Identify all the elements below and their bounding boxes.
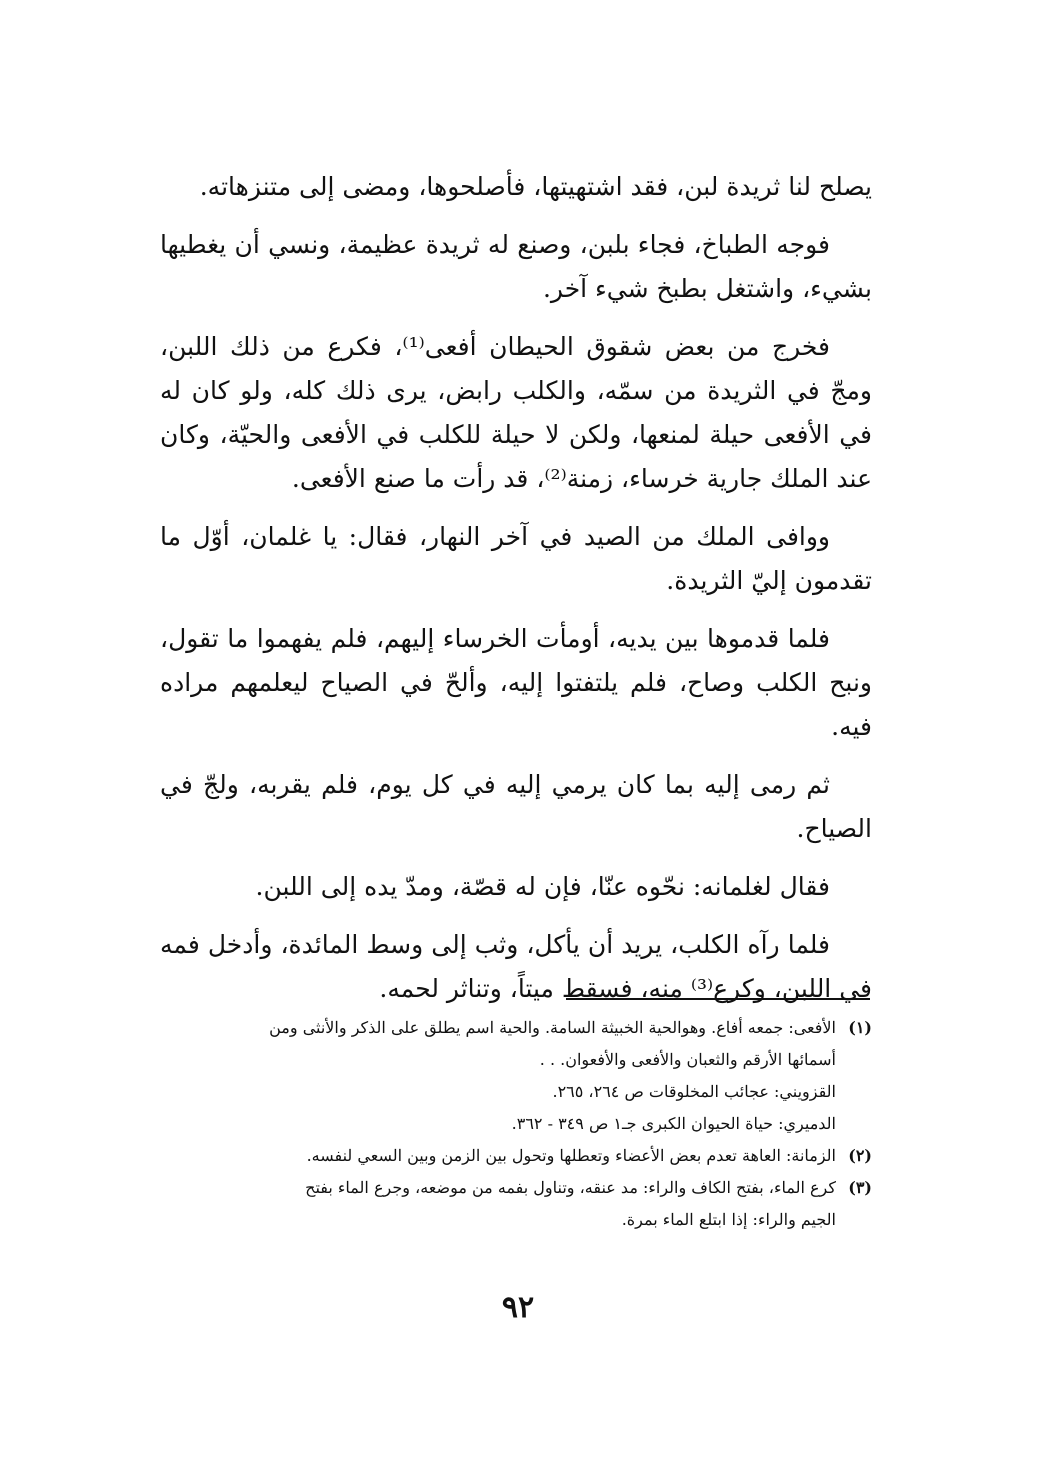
paragraph-5: فلما قدموها بين يديه، أومأت الخرساء إليهم، فلم يفهموا ما تقول، ونبح الكلب وصاح، فلم يلتفتوا إليه، وألحّ في الصياح ليعلمهم مراده فيه. — [160, 624, 872, 741]
paragraph-4: ووافى الملك من الصيد في آخر النهار، فقال: يا غلمان، أوّل ما تقدمون إليّ الثريدة. — [160, 522, 872, 595]
footnote-number: (١) — [848, 1018, 872, 1037]
footnote-2 — [160, 1140, 872, 1172]
paragraph-2: فوجه الطباخ، فجاء بلبن، وصنع له ثريدة عظيمة، ونسي أن يغطيها بشيء، واشتغل بطبخ شيء آخر. — [160, 230, 872, 303]
main-text — [160, 165, 872, 1025]
paragraph-8: فلما رآه الكلب، يريد أن يأكل، وثب إلى وسط المائدة، وأدخل فمه في اللبن، وكرع⁽³⁾ منه، فسقط ميتاً، وتناثر لحمه. — [160, 930, 872, 1003]
paragraph-3: فخرج من بعض شقوق الحيطان أفعى⁽¹⁾، فكرع من ذلك اللبن، ومجّ في الثريدة من سمّه، والكلب رابض، يرى ذلك كله، ولو كان له في الأفعى حيلة لمنعها، ولكن لا حيلة للكلب في الأفعى والحيّة، وكان عند الملك جارية خرساء، زمنة⁽²⁾، قد رأت ما صنع الأفعى. — [160, 332, 872, 493]
footnote-line: أسمائها الأرقم والثعبان والأفعى والأفعوان. . . — [539, 1050, 836, 1069]
footnote-line: الجيم والراء: إذا ابتلع الماء بمرة. — [621, 1210, 836, 1229]
paragraph-7: فقال لغلمانه: نحّوه عنّا، فإن له قصّة، ومدّ يده إلى اللبن. — [255, 872, 830, 901]
footnote-line: الأفعى: جمعه أفاع. وهوالحية الخبيثة السامة. والحية اسم يطلق على الذكر والأنثى ومن — [269, 1018, 836, 1037]
footnote-3 — [160, 1172, 872, 1236]
footnote-number: (٢) — [848, 1146, 872, 1165]
footnote-line: الدميري: حياة الحيوان الكبرى جـ١ ص ٣٤٩ - ٣٦٢. — [511, 1114, 836, 1133]
page-number: ٩٢ — [501, 1290, 535, 1325]
paragraph-1: يصلح لنا ثريدة لبن، فقد اشتهيتها، فأصلحوها، ومضى إلى متنزهاته. — [199, 172, 872, 201]
footnote-line: الزمانة: العاهة تعدم بعض الأعضاء وتعطلها وتحول بين الزمن وبين السعي لنفسه. — [306, 1146, 836, 1165]
footnote-line: القزويني: عجائب المخلوقات ص ٢٦٤، ٢٦٥. — [552, 1082, 836, 1101]
footnotes — [160, 1012, 872, 1236]
footnote-line: كرع الماء، بفتح الكاف والراء: مد عنقه، وتناول بفمه من موضعه، وجرع الماء بفتح — [305, 1178, 836, 1197]
footnote-number: (٣) — [848, 1178, 872, 1197]
paragraph-6: ثم رمى إليه بما كان يرمي إليه في كل يوم، فلم يقربه، ولجّ في الصياح. — [160, 770, 872, 843]
footnote-divider — [566, 998, 870, 1000]
footnote-1 — [160, 1012, 872, 1140]
